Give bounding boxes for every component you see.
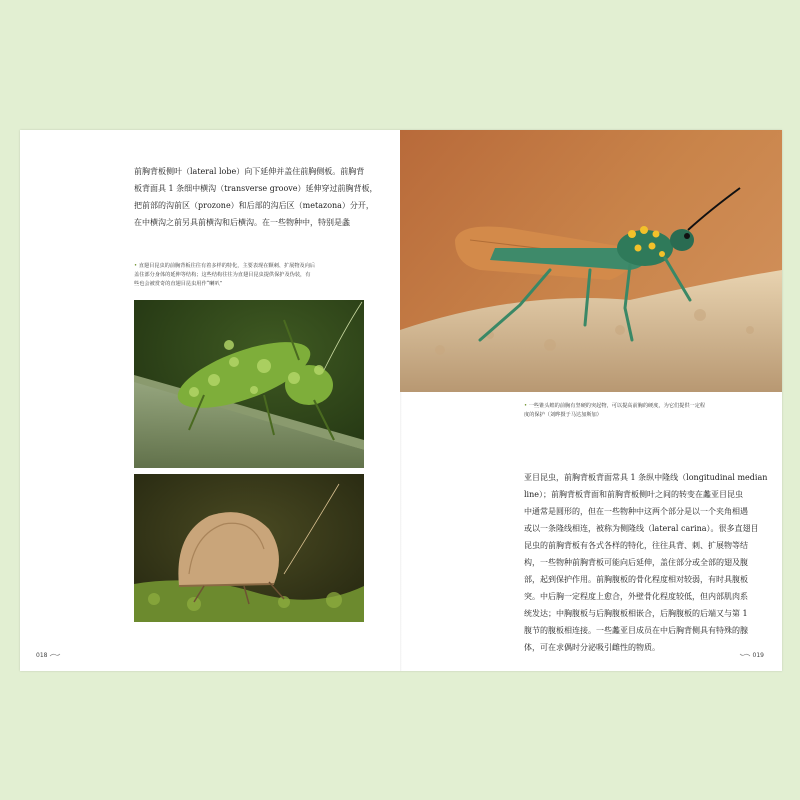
caption-line	[134, 262, 374, 271]
text-line: 构，一些物种前胸背板可能向后延伸，盖住部分或全部的翅及腹	[524, 558, 748, 567]
caption-line: 些也会被赏奇的直翅目昆虫用作“喇叭”	[134, 281, 223, 287]
text-line: 亚目昆虫，前胸背板背面常具 1 条纵中隆线（longitudinal median	[524, 473, 768, 482]
caption-bullet: •	[134, 263, 139, 269]
caption-bullet: •	[524, 403, 529, 409]
left-body-paragraph	[134, 163, 378, 231]
right-body-paragraph	[524, 469, 768, 656]
caption-line: 度的保护（刘晔摄于马达加斯加）	[524, 412, 602, 418]
text-line: 或以一条隆线相连，被称为侧隆线（lateral carina）。很多直翅目	[524, 524, 759, 533]
page-number-text: 018	[36, 652, 48, 659]
text-line: 昆虫的前胸背板有各式各样的特化，往往具背、刺、扩展物等结	[524, 541, 748, 550]
left-photo-caption	[134, 262, 374, 289]
caption-line	[524, 402, 764, 411]
text-line: 把前部的沟前区（prozone）和后部的沟后区（metazona）分开，	[134, 201, 374, 210]
caption-line-text: 直翅目昆虫的前胸背板往往有着多样的特化，主要表现在颗刺、扩展物及向后	[138, 263, 316, 269]
text-line: 突。中后胸一定程度上愈合，外壁骨化程度较低，但内部肌肉系	[524, 592, 748, 601]
text-line: 部，起到保护作用。前胸腹板的骨化程度相对较弱，有时具腹板	[524, 575, 748, 584]
book-spread	[20, 130, 782, 671]
text-line: 腹节的腹板相连接。一些蠡亚目成员在中后胸背侧具有特殊的腺	[524, 626, 748, 635]
text-line: line）；前胸背板背面和前胸背板侧叶之间的转变在蠡亚目昆虫	[524, 490, 744, 499]
insect-ornament-icon	[49, 653, 61, 658]
katydid-photo	[134, 300, 364, 468]
text-line: 体，可在求偶时分泌吸引雌性的物质。	[524, 643, 660, 652]
leaf-hopper-photo	[134, 474, 364, 622]
right-page-number	[739, 652, 764, 659]
grasshopper-photo	[400, 130, 782, 392]
right-photo-caption	[524, 402, 764, 420]
text-line: 在中横沟之前另具前横沟和后横沟。在一些物种中，特别是螽	[134, 218, 350, 227]
text-line: 中通常是圆形的，但在一些物种中这两个部分是以一个夹角相遇	[524, 507, 748, 516]
text-line: 前胸背板侧叶（lateral lobe）向下延伸并盖住前胸侧板。前胸背	[134, 167, 365, 176]
insect-ornament-icon	[739, 653, 751, 658]
text-line: 板背面具 1 条细中横沟（transverse groove）延伸穿过前胸背板，	[134, 184, 378, 193]
left-page-number	[36, 652, 61, 659]
page-number-text: 019	[752, 652, 764, 659]
caption-line: 盖住部分身体的延伸等结构；这些结构往往为直翅目昆虫提供保护及伪装，有	[134, 272, 311, 278]
text-line: 统发达；中胸腹板与后胸腹板相嵌合，后胸腹板的后端又与第 1	[524, 609, 748, 618]
caption-line-text: 一些锥头蝗的前胸有坚硬的突起物，可以提高前胸的硬度，为它们提供一定程	[528, 403, 706, 409]
